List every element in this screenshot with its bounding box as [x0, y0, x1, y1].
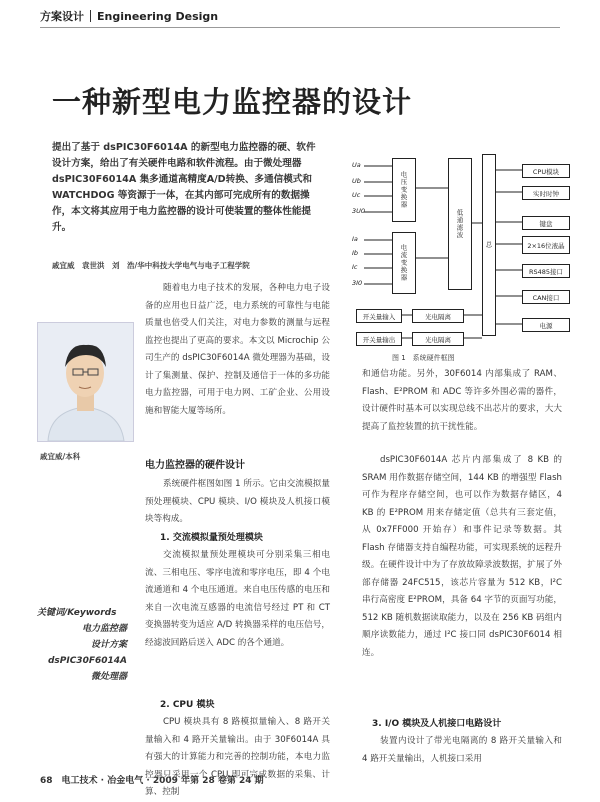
- header-divider: [90, 10, 91, 22]
- input-label-ic: Ic: [352, 263, 358, 271]
- cpu-module-box: CPU模块: [522, 164, 570, 178]
- input-label-ub: Ub: [352, 177, 361, 185]
- running-header: [40, 8, 218, 24]
- subsection2-heading: 2. CPU 模块: [160, 700, 215, 710]
- input-label-ia: Ia: [352, 235, 358, 243]
- can-box: CAN接口: [522, 290, 570, 304]
- keyboard-box: 键盘: [522, 216, 570, 230]
- intro-paragraph: 随着电力电子技术的发展，各种电力电子设备的应用也日益广泛，电力系统的可靠性与电能质量也倍受人们关注，对电力参数的测量与远程监控也提出了更高的要求。本文以 Microchip 公司生产的 dsPIC30F6014A 微处理器为基础，设计了集测量、保护、控制及通信于一体的多功能电力监控器，可用于电力网、工矿企业、公用设施和智能大厦等场所。: [145, 283, 330, 416]
- section1-paragraph: 系统硬件框图如图 1 所示。它由交流模拟量预处理模块、CPU 模块、I/O 模块及人机接口模块等构成。: [145, 479, 330, 524]
- lowpass-filter-box: 低通滤波: [448, 158, 472, 290]
- subsection1-paragraph: 交流模拟量预处理模块可分别采集三相电流、三相电压、零序电流和零序电压，即 4 个电流通道和 4 个电压通道。来自电压传感的电压和来自一次电流互感器的电流信号经过 PT 和 CT 变换器转变为适应 A/D 转换器采样的电压信号，经滤波回路后送入 ADC 的各个通道。: [145, 550, 330, 648]
- header-rule: [40, 27, 560, 28]
- input-label-ua: Ua: [352, 161, 361, 169]
- section1-heading: 电力监控器的硬件设计: [145, 460, 245, 471]
- keyword-item: 电力监控器: [81, 624, 127, 634]
- input-label-ib: Ib: [352, 249, 359, 257]
- right-paragraph-2: dsPIC30F6014A 芯片内部集成了 8 KB 的 SRAM 用作数据存储空间，144 KB 的增强型 Flash 可作为程序存储空间，也可以作为数据存储区，4 KB 的 E²PROM 用来存储定值（总共有三套定值，从 0x7FF000 开始存）和事件记录等数据。其 Flash 存储器支持自编程功能，可实现系统的远程升级。在硬件设计中为了存放故障录波数据，扩展了外部存储器 24FC515，该芯片容量为 512 KB，I²C 串行高密度 E²PROM，具备 64 字节的页面写功能，512 KB 随机数据读取能力，以及在 256 KB 码组内顺序读数能力，通过 I²C 接口同 dsPIC30F6014 相连。: [362, 455, 562, 658]
- abstract: 提出了基于 dsPIC30F6014A 的新型电力监控器的硬、软件设计方案，给出了有关硬件电路和软件流程。由于微处理器 dsPIC30F6014A 集多通道高精度A/D转换、多通信模式和 WATCHDOG 等资源于一体，在其内部可完成所有的数据操作，本文将其应用于电力监控器的设计可使装置的整体性能提升。: [52, 142, 316, 233]
- input-label-3u0: 3U0: [352, 207, 366, 215]
- right-paragraph-1: 和通信功能。另外，30F6014 内部集成了 RAM、Flash、E²PROM 和 ADC 等许多外围必需的器件，设计硬件时基本可以实现总线不出芯片的要求，大大提高了监控装置的抗干扰性能。: [362, 369, 562, 432]
- rs485-box: RS485接口: [522, 264, 570, 278]
- section-name-cn: 方案设计: [40, 10, 84, 23]
- voltage-transformer-box: 电压变换器: [392, 158, 416, 222]
- figure-caption: 图 1 系统硬件框图: [392, 354, 455, 362]
- photo-caption: 戚宜威/本科: [40, 452, 81, 461]
- keywords-block: [37, 605, 127, 685]
- subsection2-paragraph: CPU 模块具有 8 路模拟量输入、8 路开关量输入和 4 路开关量输出。由于 30F6014A 具有强大的计算能力和完善的控制功能，本电力监控器只采用一个 CPU 即可完成数据的采集、计算、控制: [145, 717, 330, 797]
- optocoupler-out-box: 光电隔离: [412, 332, 464, 346]
- bus-box: 总: [482, 154, 496, 336]
- hardware-block-diagram: [352, 148, 572, 348]
- subsection3-paragraph: 装置内设计了带光电隔离的 8 路开关量输入和 4 路开关量输出，人机接口采用: [362, 736, 562, 764]
- author-line: 戚宜威 袁世洪 刘 浩/华中科技大学电气与电子工程学院: [52, 261, 250, 270]
- keyword-item: 微处理器: [90, 672, 127, 682]
- input-label-3i0: 3I0: [352, 279, 363, 287]
- section-name-en: Engineering Design: [97, 10, 219, 23]
- author-photo: [37, 322, 134, 442]
- power-box: 电源: [522, 318, 570, 332]
- rtc-box: 实时时钟: [522, 186, 570, 200]
- switch-input-box: 开关量输入: [356, 309, 402, 323]
- lcd-box: 2×16位液晶: [522, 236, 570, 254]
- current-transformer-box: 电流变换器: [392, 232, 416, 294]
- page-footer: 68 电工技术 · 冶金电气 · 2009 年第 28 卷第 24 期: [40, 776, 264, 786]
- article-title: 一种新型电力监控器的设计: [52, 85, 413, 119]
- keyword-item: dsPIC30F6014A: [47, 656, 127, 666]
- optocoupler-in-box: 光电隔离: [412, 309, 464, 323]
- switch-output-box: 开关量输出: [356, 332, 402, 346]
- keyword-item: 设计方案: [90, 640, 127, 650]
- subsection1-heading: 1. 交流模拟量预处理模块: [160, 533, 263, 543]
- subsection3-heading: 3. I/O 模块及人机接口电路设计: [372, 719, 502, 729]
- keywords-label: 关键词/Keywords: [37, 608, 117, 618]
- input-label-uc: Uc: [352, 191, 361, 199]
